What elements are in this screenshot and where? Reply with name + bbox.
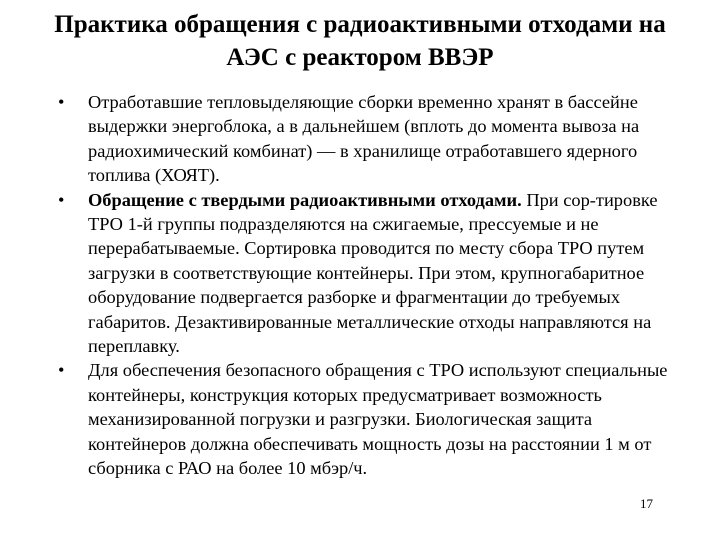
page-number: 17 xyxy=(640,496,653,511)
bullet-list xyxy=(56,90,690,481)
bullet-text: Отработавшие тепловыделяющие сборки временно хранят в бассейне выдержки энергоблока, а в дальнейшем (вплоть до момента вывоза на радиохимический комбинат) — в хранилище отработавшего ядерного топлива (ХОЯТ). xyxy=(88,92,640,186)
bullet-item-2 xyxy=(56,188,690,359)
slide-title-line-2: АЭС с реактором ВВЭР xyxy=(226,44,494,71)
slide-title xyxy=(30,8,690,74)
bullet-text: Для обеспечения безопасного обращения с ТРО используют специальные контейнеры, конструкция которых предусматривает возможность механизированной погрузки и разгрузки. Биологическая защита контейнеров должна обеспечивать мощность дозы на расстоянии 1 м от сборника с РАО на более 10 мбэр/ч. xyxy=(88,360,668,479)
bullet-marker: • xyxy=(58,189,65,210)
bullet-marker: • xyxy=(58,360,65,381)
bullet-marker: • xyxy=(58,92,65,112)
bullet-text: При сор-тировке ТРО 1-й группы подразделяются на сжигаемые, прессуемые и не перерабатываемые. Сортировка проводится по месту сбора ТРО путем загрузки в соответствующие контейнеры. При этом, крупногабаритное оборудование подвергается разборке и фрагментации до требуемых габаритов. Дезактивированные металлические отходы направляются на переплавку. xyxy=(88,189,658,357)
bullet-bold-heading: Обращение с твердыми радиоактивными отходами. xyxy=(88,189,522,210)
bullet-item-3 xyxy=(56,358,690,480)
slide-title-line-1: Практика обращения с радиоактивными отходами на xyxy=(54,11,666,38)
bullet-item-1 xyxy=(56,90,690,188)
